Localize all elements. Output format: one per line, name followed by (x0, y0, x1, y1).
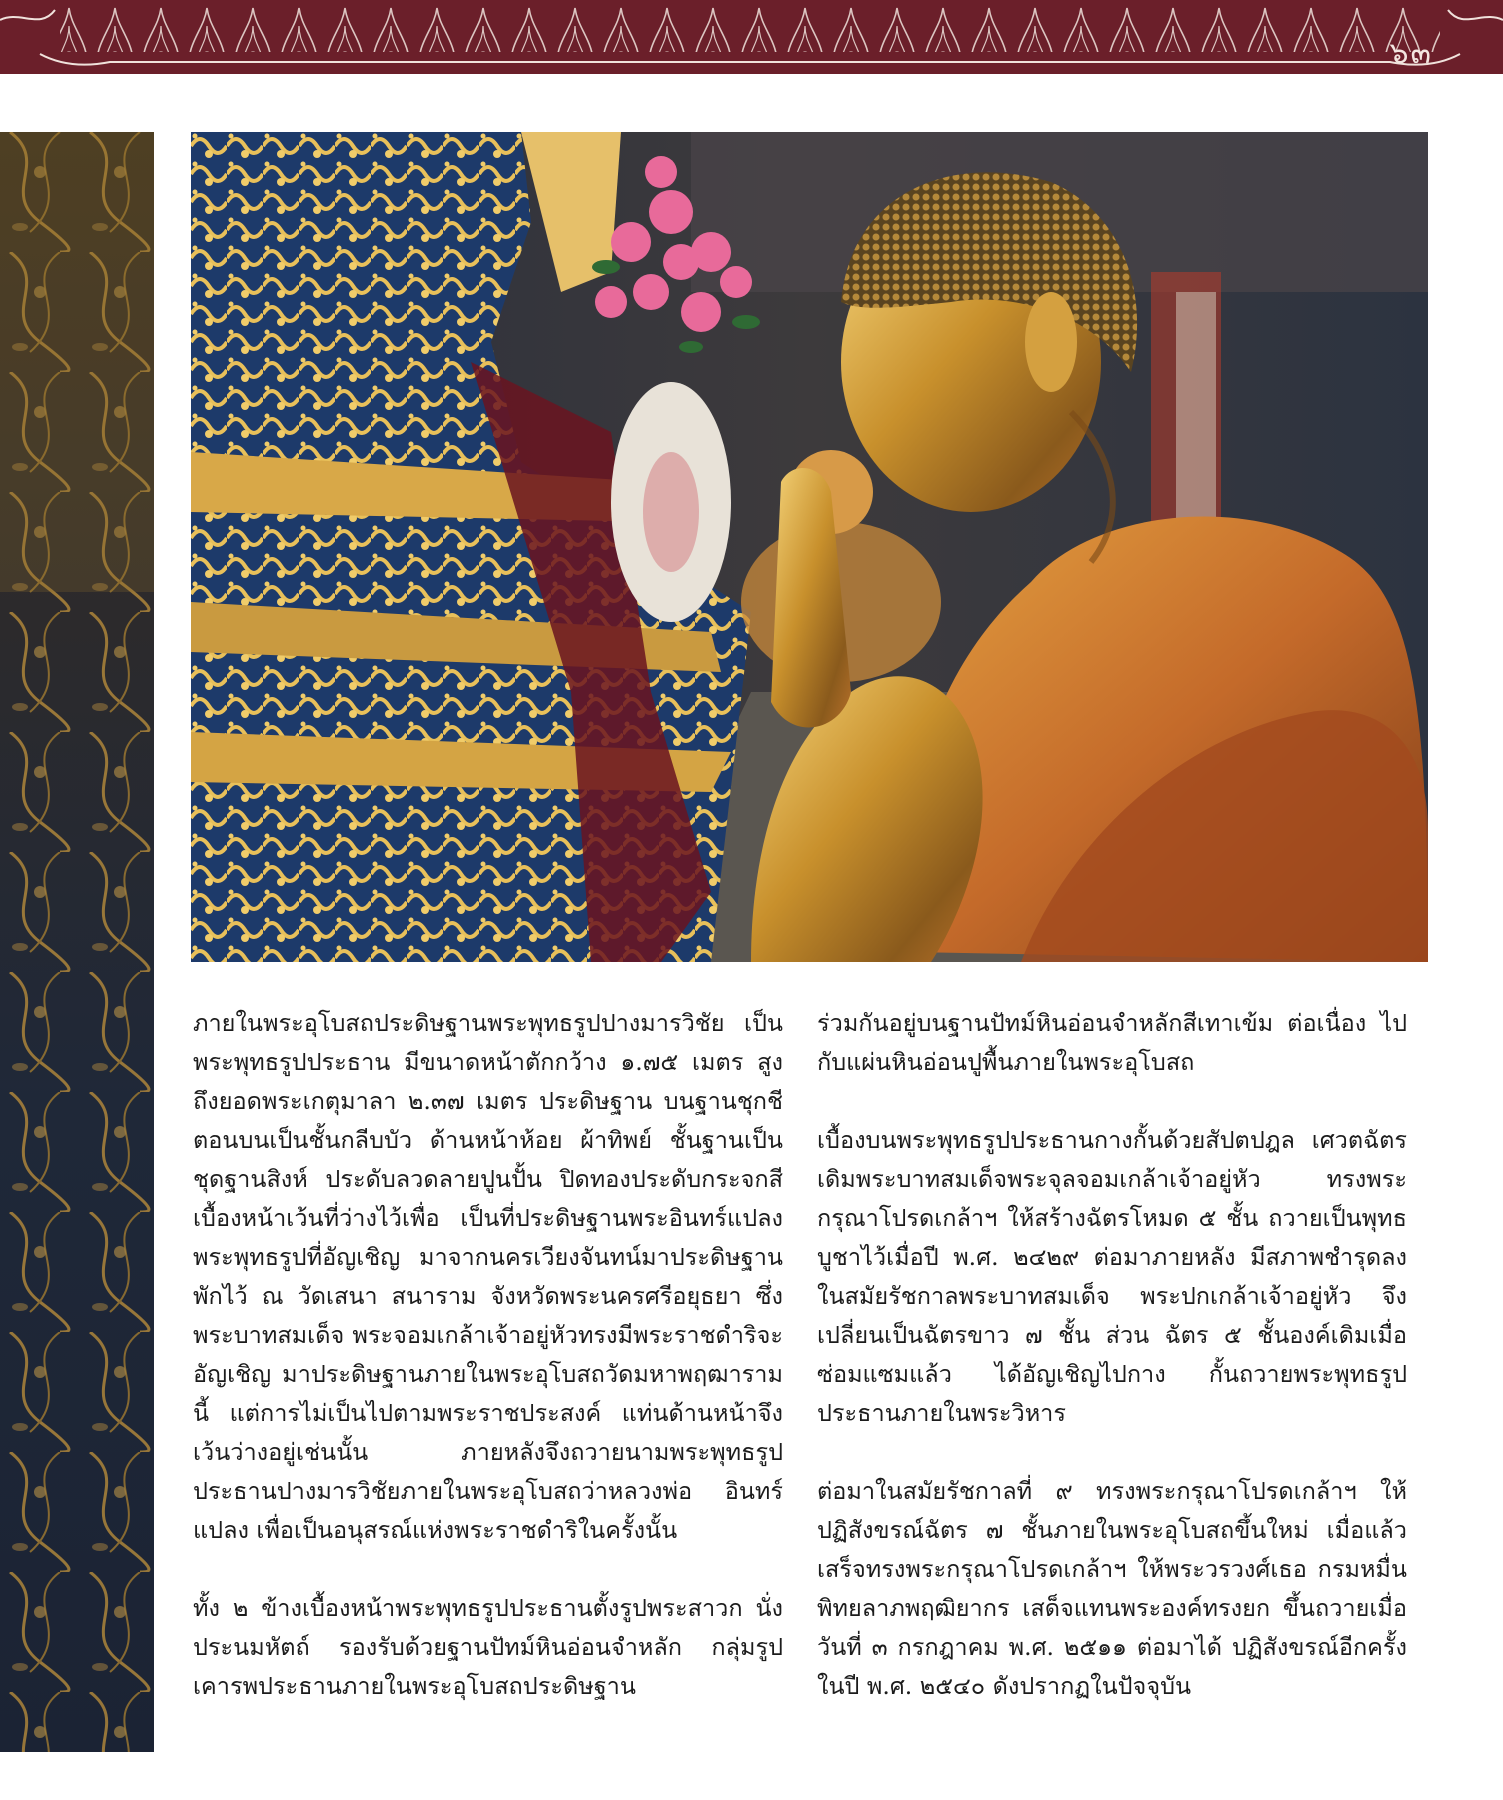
gilded-lacquer-pattern-image (0, 132, 154, 1752)
paragraph: ทั้ง ๒ ข้างเบื้องหน้าพระพุทธรูปประธานตั้งรูปพระสาวก นั่งประนมหัตถ์ รองรับด้วยฐานปัทม์หินอ่อนจำหลัก กลุ่มรูปเคารพประธานภายในพระอุโบสถประดิษฐาน (193, 1594, 783, 1700)
article-left-column (193, 1004, 783, 1745)
header-band (0, 0, 1503, 74)
article-right-column (817, 1004, 1407, 1745)
paragraph: เบื้องบนพระพุทธรูปประธานกางกั้นด้วยสัปตปฎล เศวตฉัตร เดิมพระบาทสมเด็จพระจุลจอมเกล้าเจ้าอยู่หัว ทรงพระกรุณาโปรดเกล้าฯ ให้สร้างฉัตรโหมด ๕ ชั้น ถวายเป็นพุทธบูชาไว้เมื่อปี พ.ศ. ๒๔๒๙ ต่อมาภายหลัง มีสภาพชำรุดลง ในสมัยรัชกาลพระบาทสมเด็จ พระปกเกล้าเจ้าอยู่หัว จึงเปลี่ยนเป็นฉัตรขาว ๗ ชั้น ส่วน ฉัตร ๕ ชั้นองค์เดิมเมื่อซ่อมแซมแล้ว ได้อัญเชิญไปกาง กั้นถวายพระพุทธรูปประธานภายในพระวิหาร (817, 1126, 1407, 1427)
header-ornament-pattern (0, 0, 1503, 74)
side-decorative-strip (0, 132, 154, 1752)
golden-disciple-statue-image (191, 132, 1428, 962)
main-photo (191, 132, 1428, 962)
page-number: ๖๓ (1389, 36, 1433, 71)
paragraph: ภายในพระอุโบสถประดิษฐานพระพุทธรูปปางมารวิชัย เป็นพระพุทธรูปประธาน มีขนาดหน้าตักกว้าง ๑.๗๕ เมตร สูงถึงยอดพระเกตุมาลา ๒.๓๗ เมตร ประดิษฐาน บนฐานชุกชี ตอนบนเป็นชั้นกลีบบัว ด้านหน้าห้อย ผ้าทิพย์ ชั้นฐานเป็นชุดฐานสิงห์ ประดับลวดลายปูนปั้น ปิดทองประดับกระจกสี เบื้องหน้าเว้นที่ว่างไว้เพื่อ เป็นที่ประดิษฐานพระอินทร์แปลง พระพุทธรูปที่อัญเชิญ มาจากนครเวียงจันทน์มาประดิษฐานพักไว้ ณ วัดเสนา สนาราม จังหวัดพระนครศรีอยุธยา ซึ่งพระบาทสมเด็จ พระจอมเกล้าเจ้าอยู่หัวทรงมีพระราชดำริจะอัญเชิญ มาประดิษฐานภายในพระอุโบสถวัดมหาพฤฒารามนี้ แต่การไม่เป็นไปตามพระราชประสงค์ แท่นด้านหน้าจึง เว้นว่างอยู่เช่นนั้น ภายหลังจึงถวายนามพระพุทธรูป ประธานปางมารวิชัยภายในพระอุโบสถว่าหลวงพ่อ อินทร์แปลง เพื่อเป็นอนุสรณ์แห่งพระราชดำริในครั้งนั้น (193, 1009, 783, 1544)
paragraph: ร่วมกันอยู่บนฐานปัทม์หินอ่อนจำหลักสีเทาเข้ม ต่อเนื่อง ไปกับแผ่นหินอ่อนปูพื้นภายในพระอุโบสถ (817, 1009, 1407, 1076)
paragraph: ต่อมาในสมัยรัชกาลที่ ๙ ทรงพระกรุณาโปรดเกล้าฯ ให้ ปฏิสังขรณ์ฉัตร ๗ ชั้นภายในพระอุโบสถขึ้นใหม่ เมื่อแล้ว เสร็จทรงพระกรุณาโปรดเกล้าฯ ให้พระวรวงศ์เธอ กรมหมื่นพิทยลาภพฤฒิยากร เสด็จแทนพระองค์ทรงยก ขึ้นถวายเมื่อวันที่ ๓ กรกฎาคม พ.ศ. ๒๕๑๑ ต่อมาได้ ปฏิสังขรณ์อีกครั้งในปี พ.ศ. ๒๕๔๐ ดังปรากฏในปัจจุบัน (817, 1477, 1407, 1700)
